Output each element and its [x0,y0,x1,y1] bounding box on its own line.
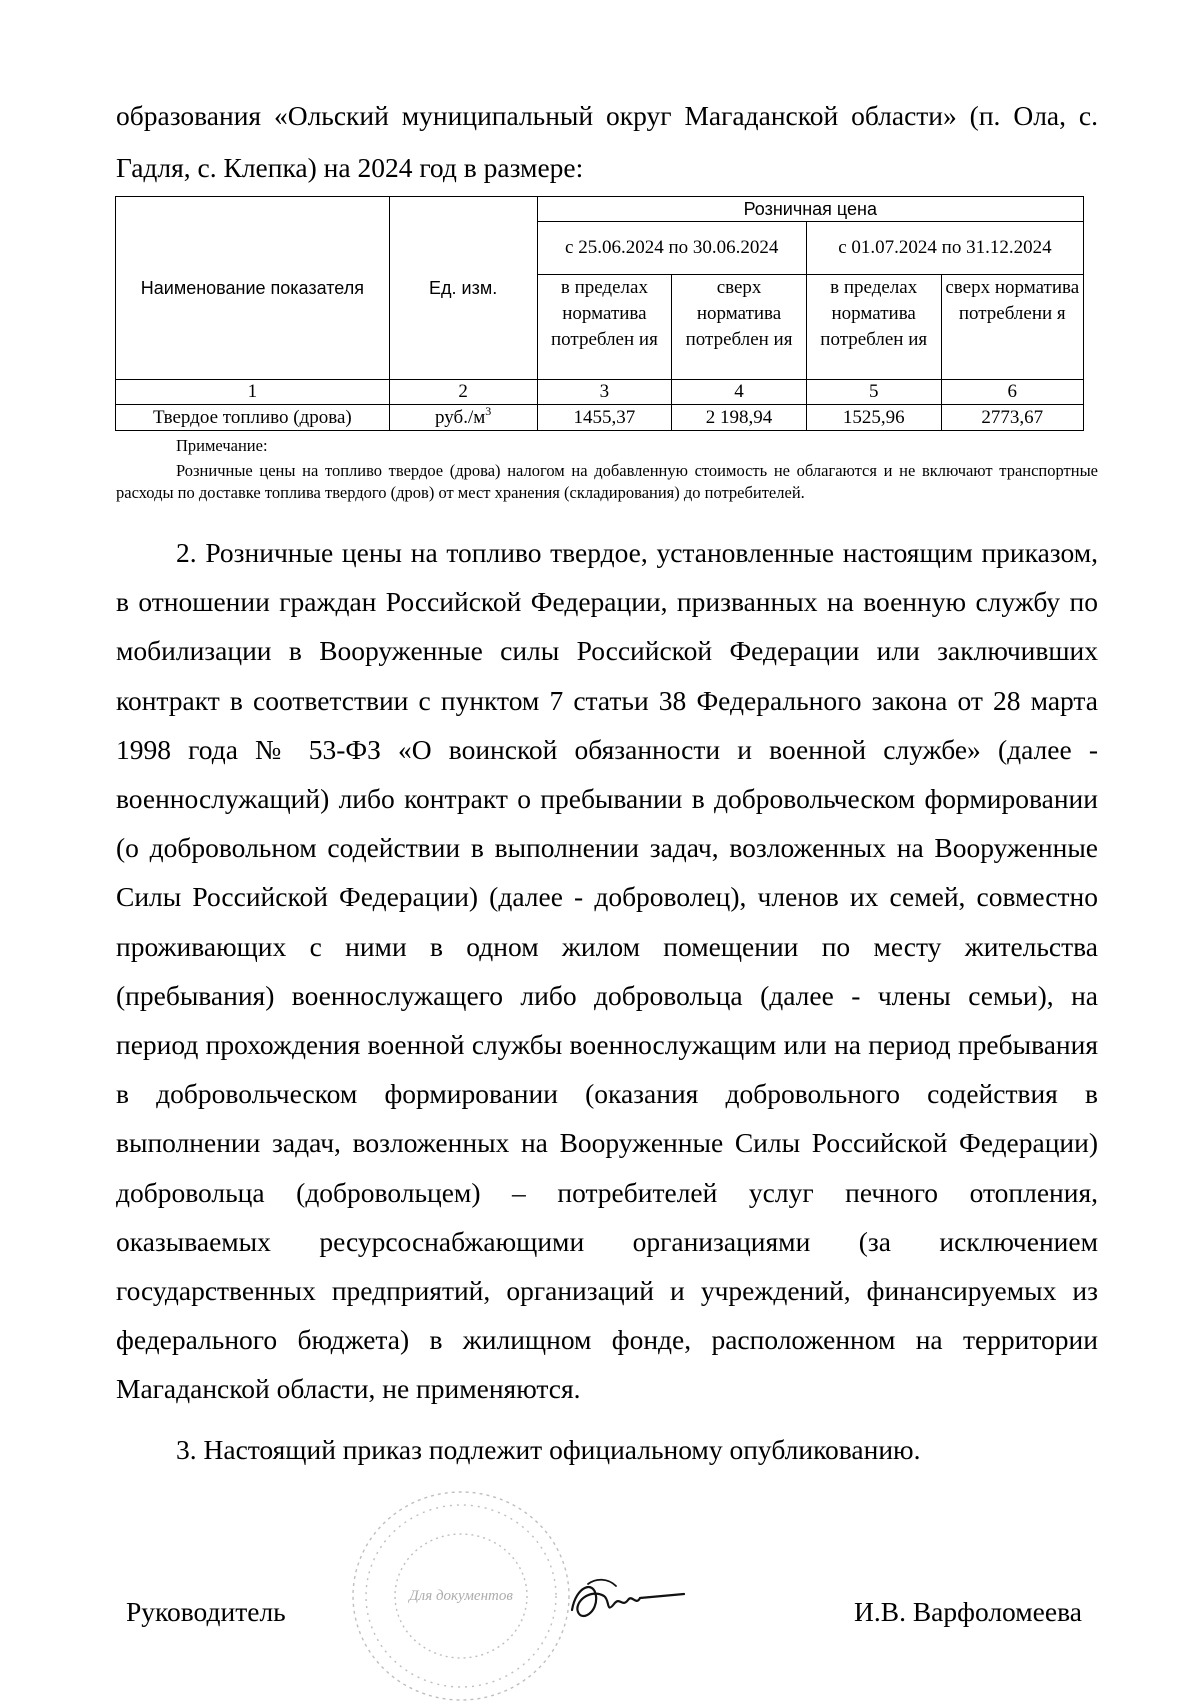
column-number: 4 [672,380,807,405]
note-title: Примечание: [176,436,268,455]
unit-power: 3 [485,403,492,418]
paragraph-2: 2. Розничные цены на топливо твердое, установленные настоящим приказом, в отношении граждан Российской Федерации, призванных на военную службу по мобилизации в Вооруженные силы Российской Федерации или заключивших контракт в соответствии с пунктом 7 статьи 38 Федерального закона от 28 марта 1998 года № 53-ФЗ «О воинской обязанности и военной службе» (далее - военнослужащий) либо контракт о пребывании в добровольческом формировании (о добровольном содействии в выполнении задач, возложенных на Вооруженные Силы Российской Федерации) (далее - доброволец), членов их семей, совместно проживающих с ними в одном жилом помещении по месту жительства (пребывания) военнослужащего либо добровольца (далее - члены семьи), на период прохождения военной службы военнослужащим или на период пребывания в добровольческом формировании (оказания добровольного содействия в выполнении задач, возложенных на Вооруженные Силы Российской Федерации) добровольца (добровольцем) – потребителей услуг печного отопления, оказываемых ресурсоснабжающими организациями (за исключением государственных предприятий, организаций и учреждений, финансируемых из федерального бюджета) в жилищном фонде, расположенном на территории Магаданской области, не применяются. [116,537,1098,1405]
column-header-unit: Ед. изм. [389,197,537,380]
column-header-period-1: с 25.06.2024 по 30.06.2024 [537,222,806,275]
column-header-period-2-above-norm: сверх норматива потреблени я [941,275,1083,380]
column-header-period-1-within-norm: в пределах норматива потреблен ия [537,275,672,380]
column-number: 5 [806,380,941,405]
stamp-center-text: Для документов [409,1588,513,1604]
price-period-1-within-norm: 1455,37 [537,405,672,431]
signature-name: И.В. Варфоломеева [854,1596,1082,1627]
intro-paragraph: образования «Ольский муниципальный округ Магаданской области» (п. Ола, с. Гадля, с. Клепка) на 2024 год в размере: [116,100,1098,183]
column-header-period-2-within-norm: в пределах норматива потреблен ия [806,275,941,380]
official-stamp-icon [336,1478,586,1705]
price-period-2-above-norm: 2773,67 [941,405,1083,431]
price-period-2-within-norm: 1525,96 [806,405,941,431]
column-number: 6 [941,380,1083,405]
column-header-name: Наименование показателя [116,197,390,380]
column-number: 3 [537,380,672,405]
column-header-retail-price: Розничная цена [537,197,1083,222]
note-text: Розничные цены на топливо твердое (дрова) налогом на добавленную стоимость не облагаются и не включают транспортные расходы по доставке топлива твердого (дров) от мест хранения (складирования) до потребителей. [116,461,1098,502]
column-number-row [116,380,1084,405]
price-period-1-above-norm: 2 198,94 [672,405,807,431]
row-name: Твердое топливо (дрова) [116,405,390,431]
row-unit [389,405,537,431]
column-header-period-1-above-norm: сверх норматива потреблен ия [672,275,807,380]
price-table [115,196,1084,431]
unit-text: руб./м [435,406,486,428]
column-number: 2 [389,380,537,405]
column-number: 1 [116,380,390,405]
paragraph-3: 3. Настоящий приказ подлежит официальному опубликованию. [176,1434,921,1465]
column-header-period-2: с 01.07.2024 по 31.12.2024 [806,222,1083,275]
signature-role: Руководитель [126,1596,286,1627]
table-row [116,405,1084,431]
handwritten-signature-icon [566,1566,686,1634]
